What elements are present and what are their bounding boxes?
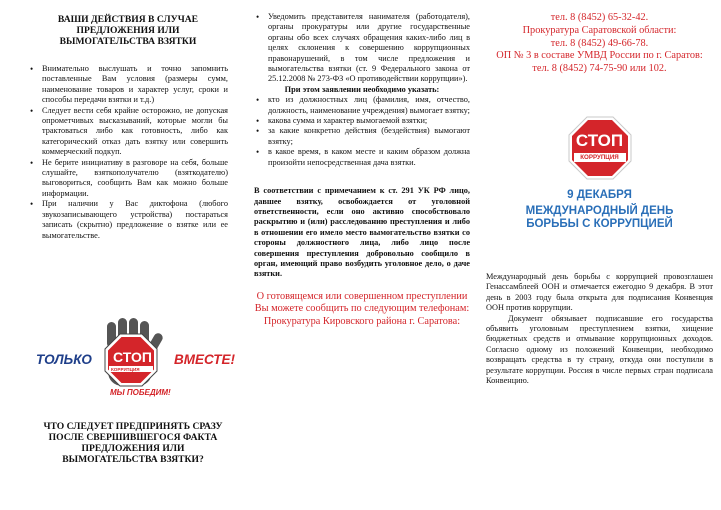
report-org: Прокуратура Кировского района г. Саратова: <box>263 315 461 327</box>
logo-sign-top: СТОП <box>113 349 152 365</box>
anticorruption-day <box>486 189 713 231</box>
stop-sign-top: СТОП <box>575 130 624 150</box>
list-item: • в какое время, в каком месте и каким образом должна произойти непосредственная дача взятки. <box>254 147 470 168</box>
contact-line: тел. 8 (8452) 49-66-78. <box>550 37 649 49</box>
list-item: • кто из должностных лиц (фамилия, имя, отчество, должность, наименование учреждения) вымогает взятку; <box>254 95 470 116</box>
convention-paragraph: Документ обязывает подписавшие его государства объявить уголовным преступлением взятки, хищение бюджетных средств и отмывание коррупционных доходов. Согласно одному из положений Конвенции, необходимо возвращать средства в ту страну, откуда они поступили в результате коррупции. Россия в числе первых стран подписала Конвенцию. <box>486 313 713 386</box>
contact-line: Прокуратура Саратовской области: <box>522 24 677 36</box>
contact-line: тел. 8 (8452) 65-32-42. <box>550 12 649 23</box>
list-item: • Следует вести себя крайне осторожно, не допуская опрометчивых высказываний, которые могли бы трактоваться либо как готовность, либо как категорический отказ дать взятку или совершить коммерческий подкуп. <box>28 106 228 158</box>
list-item: • какова сумма и характер вымогаемой взятки; <box>254 116 470 126</box>
list-item: • Уведомить представителя нанимателя (работодателя), органы прокуратуры или другие государственные органы обо всех случаях обращения каких-либо лиц в целях склонения к совершению коррупционных правонарушений, в том числе предложения и вымогательства взятки (ст. 9 Федерального закона от 25.12.2008 № 273-ФЗ «О противодействии коррупции»). <box>254 12 470 85</box>
law-note: В соответствии с примечанием к ст. 291 УК РФ лицо, давшее взятку, освобождается от уголовной ответственности, если оно активно способствовало раскрытию и (или) расследованию преступления и либо в отношении его имело место вымогательство взятки со стороны должностного лица, либо лицо после совершения преступления добровольно сообщило в орган, имеющий право возбудить уголовное дело, о даче взятки. <box>254 186 470 279</box>
logo-left-word: ТОЛЬКО <box>36 352 92 367</box>
contact-line: ОП № 3 в составе УМВД России по г. Саратов: <box>496 50 703 62</box>
list-item: • Не берите инициативу в разговоре на себя, больше слушайте, взяткополучателю (взяткодателю) выговориться, сообщить Вам как можно больше информации. <box>28 158 228 200</box>
stop-sign-bottom: КОРРУПЦИЯ <box>580 153 619 161</box>
day-paragraph: Международный день борьбы с коррупцией провозглашен Генассамблеей ООН и отмечается ежегодно 9 декабря. В этот день в 2003 году была открыта для подписания Конвенция ООН против коррупции. <box>486 271 713 313</box>
middle-column <box>240 0 480 510</box>
statement-list <box>254 95 470 168</box>
logo-right-word: ВМЕСТЕ! <box>174 352 235 367</box>
list-item: • При наличии у Вас диктофона (любого звукозаписывающего устройства) постараться записать (скрытно) предложение о взятке или ее вымогательстве. <box>28 199 228 241</box>
stop-corruption-sign <box>568 116 632 180</box>
statement-heading: При этом заявлении необходимо указать: <box>284 84 440 94</box>
list-item: • за какие конкретно действия (бездействия) вымогают взятку; <box>254 126 470 147</box>
day-date: 9 ДЕКАБРЯ <box>567 188 632 201</box>
contact-phones <box>486 12 713 76</box>
list-item: • Внимательно выслушать и точно запомнить поставленные Вам условия (размеры сумм, наименование товаров и характер услуг, сроки и способы передачи взятки и т.д.) <box>28 64 228 106</box>
actions-list <box>28 64 228 241</box>
day-title-1: МЕЖДУНАРОДНЫЙ ДЕНЬ <box>525 204 674 217</box>
logo-sign-bottom: КОРРУПЦИЯ <box>111 366 140 372</box>
right-column <box>480 0 721 510</box>
logo-banner: МЫ ПОБЕДИМ! <box>110 388 171 397</box>
together-logo <box>30 318 235 404</box>
contact-line: тел. 8 (8452) 74-75-90 или 102. <box>532 63 667 75</box>
actions-heading: ВАШИ ДЕЙСТВИЯ В СЛУЧАЕ ПРЕДЛОЖЕНИЯ ИЛИ ВЫМОГАТЕЛЬСТВА ВЗЯТКИ <box>57 14 199 47</box>
after-fact-heading: ЧТО СЛЕДУЕТ ПРЕДПРИНЯТЬ СРАЗУ ПОСЛЕ СВЕРШИВШЕГОСЯ ФАКТА ПРЕДЛОЖЕНИЯ ИЛИ ВЫМОГАТЕЛЬСТВА ВЗЯТКИ? <box>43 421 223 465</box>
notify-list <box>254 12 470 85</box>
report-text: О готовящемся или совершенном преступлении Вы можете сообщить по следующим телефонам: <box>254 290 470 315</box>
day-title-2: БОРЬБЫ С КОРРУПЦИЕЙ <box>526 217 673 230</box>
